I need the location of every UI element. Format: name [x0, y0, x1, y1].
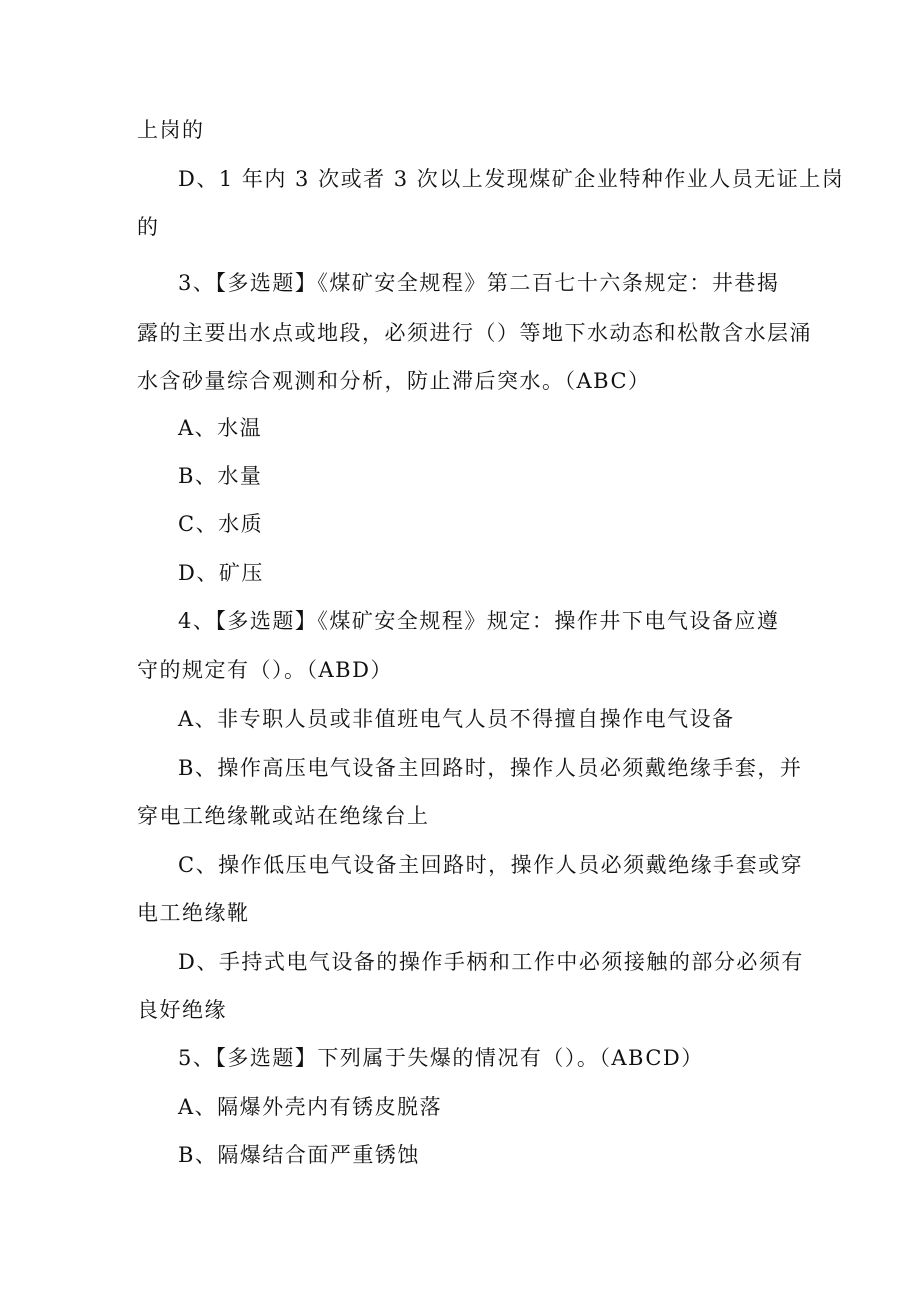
option-c: C、水质	[178, 512, 264, 536]
option-a: A、隔爆外壳内有锈皮脱落	[178, 1095, 443, 1119]
question-3-line: 水含砂量综合观测和分析，防止滞后突水。（ABC）	[137, 369, 651, 393]
option-b: B、水量	[178, 464, 263, 488]
option-b: B、操作高压电气设备主回路时，操作人员必须戴绝缘手套，并	[178, 756, 803, 780]
text-line-continuation: 的	[137, 215, 160, 239]
option-d: D、矿压	[178, 561, 264, 585]
option-d-continuation: 良好绝缘	[137, 998, 227, 1022]
question-5-line: 5、【多选题】下列属于失爆的情况有（）。（ABCD）	[178, 1046, 704, 1070]
question-3-line: 露的主要出水点或地段，必须进行（）等地下水动态和松散含水层涌	[137, 321, 812, 345]
text-line-continuation: 上岗的	[137, 118, 205, 142]
option-a: A、水温	[178, 416, 263, 440]
option-d: D、手持式电气设备的操作手柄和工作中必须接触的部分必须有	[178, 950, 804, 974]
option-c: C、操作低压电气设备主回路时，操作人员必须戴绝缘手套或穿	[178, 853, 804, 877]
question-3-line: 3、【多选题】《煤矿安全规程》第二百七十六条规定：井巷揭	[178, 271, 780, 295]
option-d-line: D、1 年内 3 次或者 3 次以上发现煤矿企业特种作业人员无证上岗	[178, 167, 845, 191]
question-4-line: 4、【多选题】《煤矿安全规程》规定：操作井下电气设备应遵	[178, 609, 780, 633]
question-4-line: 守的规定有（）。（ABD）	[137, 658, 393, 682]
option-b-continuation: 穿电工绝缘靴或站在绝缘台上	[137, 804, 430, 828]
option-a: A、非专职人员或非值班电气人员不得擅自操作电气设备	[178, 707, 735, 731]
option-b: B、隔爆结合面严重锈蚀	[178, 1143, 420, 1167]
option-c-continuation: 电工绝缘靴	[137, 901, 250, 925]
